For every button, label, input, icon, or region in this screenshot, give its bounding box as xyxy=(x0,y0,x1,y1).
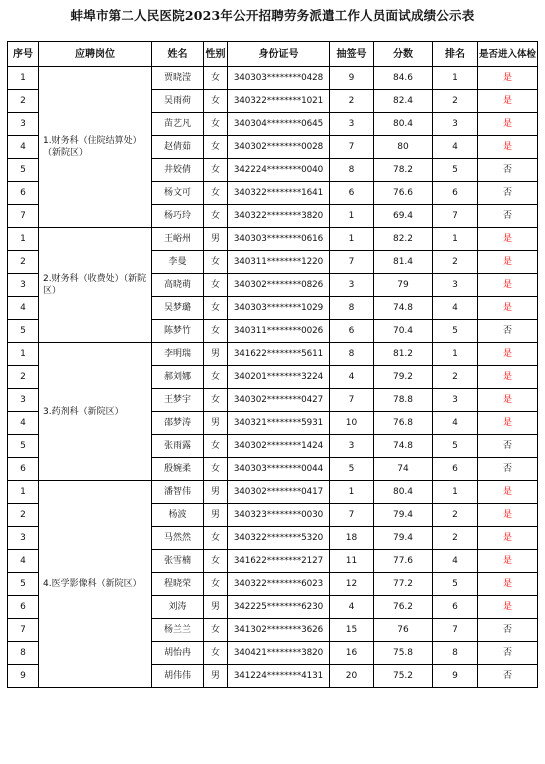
cell-exam: 是 xyxy=(478,297,538,320)
cell-score: 82.4 xyxy=(374,90,433,113)
cell-score: 79 xyxy=(374,274,433,297)
cell-rank: 5 xyxy=(433,435,478,458)
cell-rank: 4 xyxy=(433,412,478,435)
cell-score: 79.4 xyxy=(374,504,433,527)
cell-seq: 1 xyxy=(8,343,39,366)
cell-seq: 7 xyxy=(8,619,39,642)
cell-id: 341224********4131 xyxy=(228,665,330,688)
cell-id: 340302********0826 xyxy=(228,274,330,297)
cell-name: 殷婉柔 xyxy=(152,458,204,481)
cell-rank: 1 xyxy=(433,343,478,366)
cell-score: 77.6 xyxy=(374,550,433,573)
cell-name: 郝刘娜 xyxy=(152,366,204,389)
cell-gender: 女 xyxy=(204,297,228,320)
page-title: 蚌埠市第二人民医院2023年公开招聘劳务派遣工作人员面试成绩公示表 xyxy=(70,8,475,23)
cell-rank: 4 xyxy=(433,550,478,573)
cell-seq: 5 xyxy=(8,435,39,458)
cell-draw: 1 xyxy=(330,205,374,228)
cell-rank: 5 xyxy=(433,573,478,596)
cell-id: 340302********0427 xyxy=(228,389,330,412)
cell-exam: 是 xyxy=(478,412,538,435)
cell-seq: 4 xyxy=(8,412,39,435)
cell-name: 杨波 xyxy=(152,504,204,527)
cell-seq: 1 xyxy=(8,67,39,90)
cell-score: 77.2 xyxy=(374,573,433,596)
cell-seq: 6 xyxy=(8,182,39,205)
cell-draw: 12 xyxy=(330,573,374,596)
cell-seq: 3 xyxy=(8,389,39,412)
cell-id: 340303********0044 xyxy=(228,458,330,481)
header-draw: 抽签号 xyxy=(330,42,374,67)
cell-name: 胡伟伟 xyxy=(152,665,204,688)
cell-seq: 2 xyxy=(8,90,39,113)
table-row xyxy=(8,481,538,504)
cell-gender: 男 xyxy=(204,504,228,527)
cell-seq: 1 xyxy=(8,228,39,251)
cell-name: 潘智伟 xyxy=(152,481,204,504)
cell-draw: 6 xyxy=(330,182,374,205)
cell-score: 80.4 xyxy=(374,481,433,504)
cell-name: 王峪州 xyxy=(152,228,204,251)
cell-name: 高晓萌 xyxy=(152,274,204,297)
cell-seq: 3 xyxy=(8,113,39,136)
cell-id: 340322********6023 xyxy=(228,573,330,596)
cell-id: 342225********6230 xyxy=(228,596,330,619)
cell-draw: 7 xyxy=(330,389,374,412)
header-rank: 排名 xyxy=(433,42,478,67)
cell-exam: 否 xyxy=(478,159,538,182)
cell-rank: 3 xyxy=(433,113,478,136)
cell-post: 3.药剂科（新院区） xyxy=(39,343,152,481)
cell-seq: 2 xyxy=(8,504,39,527)
cell-exam: 是 xyxy=(478,366,538,389)
cell-draw: 16 xyxy=(330,642,374,665)
cell-draw: 6 xyxy=(330,320,374,343)
cell-draw: 3 xyxy=(330,113,374,136)
cell-seq: 3 xyxy=(8,527,39,550)
cell-draw: 9 xyxy=(330,67,374,90)
cell-gender: 女 xyxy=(204,366,228,389)
header-exam: 是否进入体检 xyxy=(478,42,538,67)
cell-name: 王梦宇 xyxy=(152,389,204,412)
cell-name: 张雪楠 xyxy=(152,550,204,573)
cell-id: 340322********1021 xyxy=(228,90,330,113)
cell-gender: 女 xyxy=(204,205,228,228)
cell-score: 76 xyxy=(374,619,433,642)
cell-seq: 5 xyxy=(8,573,39,596)
cell-seq: 2 xyxy=(8,366,39,389)
cell-draw: 18 xyxy=(330,527,374,550)
table-row xyxy=(8,228,538,251)
cell-id: 340302********0417 xyxy=(228,481,330,504)
cell-score: 69.4 xyxy=(374,205,433,228)
cell-name: 胡怡冉 xyxy=(152,642,204,665)
cell-id: 342224********0040 xyxy=(228,159,330,182)
cell-gender: 女 xyxy=(204,159,228,182)
cell-score: 76.2 xyxy=(374,596,433,619)
cell-gender: 女 xyxy=(204,274,228,297)
cell-name: 杨兰兰 xyxy=(152,619,204,642)
cell-exam: 是 xyxy=(478,274,538,297)
cell-exam: 是 xyxy=(478,113,538,136)
cell-exam: 否 xyxy=(478,619,538,642)
cell-draw: 3 xyxy=(330,274,374,297)
cell-gender: 女 xyxy=(204,389,228,412)
cell-exam: 否 xyxy=(478,435,538,458)
cell-exam: 否 xyxy=(478,205,538,228)
cell-draw: 1 xyxy=(330,481,374,504)
cell-gender: 女 xyxy=(204,527,228,550)
table-body xyxy=(8,67,538,688)
cell-id: 340304********0645 xyxy=(228,113,330,136)
cell-name: 李明瑞 xyxy=(152,343,204,366)
cell-gender: 女 xyxy=(204,90,228,113)
cell-name: 苗艺凡 xyxy=(152,113,204,136)
cell-name: 杨巧玲 xyxy=(152,205,204,228)
cell-id: 340322********5320 xyxy=(228,527,330,550)
cell-rank: 9 xyxy=(433,665,478,688)
cell-exam: 是 xyxy=(478,527,538,550)
cell-seq: 3 xyxy=(8,274,39,297)
cell-score: 79.4 xyxy=(374,527,433,550)
cell-rank: 1 xyxy=(433,481,478,504)
cell-seq: 6 xyxy=(8,596,39,619)
header-gender: 性别 xyxy=(204,42,228,67)
cell-score: 80 xyxy=(374,136,433,159)
cell-seq: 5 xyxy=(8,159,39,182)
cell-id: 340322********1641 xyxy=(228,182,330,205)
cell-name: 吴雨荷 xyxy=(152,90,204,113)
cell-post: 1.财务科（住院结算处）（新院区） xyxy=(39,67,152,228)
cell-score: 81.4 xyxy=(374,251,433,274)
cell-seq: 1 xyxy=(8,481,39,504)
cell-name: 张雨露 xyxy=(152,435,204,458)
cell-gender: 女 xyxy=(204,619,228,642)
cell-draw: 8 xyxy=(330,159,374,182)
cell-name: 马然然 xyxy=(152,527,204,550)
cell-exam: 是 xyxy=(478,504,538,527)
results-table xyxy=(7,41,538,688)
cell-seq: 2 xyxy=(8,251,39,274)
cell-name: 刘涛 xyxy=(152,596,204,619)
cell-gender: 女 xyxy=(204,573,228,596)
cell-name: 李曼 xyxy=(152,251,204,274)
cell-exam: 是 xyxy=(478,389,538,412)
cell-score: 75.2 xyxy=(374,665,433,688)
table-row xyxy=(8,343,538,366)
cell-id: 340201********3224 xyxy=(228,366,330,389)
cell-name: 吴梦璐 xyxy=(152,297,204,320)
cell-exam: 否 xyxy=(478,320,538,343)
cell-id: 341622********5611 xyxy=(228,343,330,366)
cell-id: 341622********2127 xyxy=(228,550,330,573)
header-score: 分数 xyxy=(374,42,433,67)
cell-seq: 4 xyxy=(8,136,39,159)
cell-draw: 7 xyxy=(330,136,374,159)
header-name: 姓名 xyxy=(152,42,204,67)
cell-exam: 否 xyxy=(478,642,538,665)
cell-gender: 女 xyxy=(204,320,228,343)
cell-exam: 是 xyxy=(478,343,538,366)
cell-draw: 2 xyxy=(330,90,374,113)
cell-rank: 4 xyxy=(433,297,478,320)
cell-name: 井姣倩 xyxy=(152,159,204,182)
cell-draw: 15 xyxy=(330,619,374,642)
cell-draw: 5 xyxy=(330,458,374,481)
cell-id: 340321********5931 xyxy=(228,412,330,435)
cell-id: 340311********1220 xyxy=(228,251,330,274)
cell-seq: 4 xyxy=(8,297,39,320)
header-post: 应聘岗位 xyxy=(39,42,152,67)
cell-rank: 7 xyxy=(433,205,478,228)
table-row xyxy=(8,67,538,90)
cell-score: 74.8 xyxy=(374,435,433,458)
header-id: 身份证号 xyxy=(228,42,330,67)
cell-id: 340323********0030 xyxy=(228,504,330,527)
cell-draw: 20 xyxy=(330,665,374,688)
cell-draw: 4 xyxy=(330,596,374,619)
cell-rank: 5 xyxy=(433,320,478,343)
cell-draw: 8 xyxy=(330,343,374,366)
cell-rank: 5 xyxy=(433,159,478,182)
cell-id: 340421********3820 xyxy=(228,642,330,665)
cell-rank: 1 xyxy=(433,228,478,251)
cell-gender: 女 xyxy=(204,550,228,573)
cell-name: 程晓荣 xyxy=(152,573,204,596)
cell-gender: 男 xyxy=(204,412,228,435)
cell-gender: 男 xyxy=(204,665,228,688)
cell-score: 80.4 xyxy=(374,113,433,136)
cell-rank: 6 xyxy=(433,182,478,205)
cell-id: 340303********0616 xyxy=(228,228,330,251)
cell-id: 341302********3626 xyxy=(228,619,330,642)
cell-post: 4.医学影像科（新院区） xyxy=(39,481,152,688)
cell-gender: 男 xyxy=(204,228,228,251)
cell-gender: 男 xyxy=(204,481,228,504)
cell-seq: 6 xyxy=(8,458,39,481)
cell-score: 74.8 xyxy=(374,297,433,320)
cell-score: 76.8 xyxy=(374,412,433,435)
cell-id: 340311********0026 xyxy=(228,320,330,343)
cell-exam: 是 xyxy=(478,251,538,274)
cell-name: 邵梦涛 xyxy=(152,412,204,435)
cell-name: 贾晓滢 xyxy=(152,67,204,90)
header-seq: 序号 xyxy=(8,42,39,67)
cell-seq: 8 xyxy=(8,642,39,665)
cell-id: 340302********1424 xyxy=(228,435,330,458)
cell-gender: 女 xyxy=(204,435,228,458)
cell-score: 70.4 xyxy=(374,320,433,343)
cell-gender: 男 xyxy=(204,343,228,366)
cell-draw: 3 xyxy=(330,435,374,458)
cell-seq: 7 xyxy=(8,205,39,228)
cell-rank: 2 xyxy=(433,251,478,274)
cell-exam: 是 xyxy=(478,228,538,251)
cell-seq: 5 xyxy=(8,320,39,343)
cell-gender: 女 xyxy=(204,458,228,481)
cell-draw: 7 xyxy=(330,251,374,274)
cell-seq: 9 xyxy=(8,665,39,688)
cell-rank: 2 xyxy=(433,527,478,550)
cell-exam: 是 xyxy=(478,67,538,90)
cell-score: 78.8 xyxy=(374,389,433,412)
cell-score: 75.8 xyxy=(374,642,433,665)
cell-exam: 是 xyxy=(478,481,538,504)
cell-gender: 女 xyxy=(204,251,228,274)
cell-name: 陈梦竹 xyxy=(152,320,204,343)
cell-id: 340302********0028 xyxy=(228,136,330,159)
cell-gender: 女 xyxy=(204,136,228,159)
cell-exam: 是 xyxy=(478,573,538,596)
cell-gender: 女 xyxy=(204,113,228,136)
cell-rank: 2 xyxy=(433,504,478,527)
cell-draw: 10 xyxy=(330,412,374,435)
cell-exam: 是 xyxy=(478,550,538,573)
cell-score: 79.2 xyxy=(374,366,433,389)
cell-rank: 7 xyxy=(433,619,478,642)
cell-draw: 8 xyxy=(330,297,374,320)
cell-draw: 11 xyxy=(330,550,374,573)
cell-rank: 2 xyxy=(433,90,478,113)
cell-draw: 7 xyxy=(330,504,374,527)
cell-id: 340322********3820 xyxy=(228,205,330,228)
cell-gender: 女 xyxy=(204,67,228,90)
cell-rank: 8 xyxy=(433,642,478,665)
cell-draw: 4 xyxy=(330,366,374,389)
cell-exam: 否 xyxy=(478,665,538,688)
cell-score: 74 xyxy=(374,458,433,481)
cell-rank: 1 xyxy=(433,67,478,90)
cell-seq: 4 xyxy=(8,550,39,573)
cell-rank: 3 xyxy=(433,274,478,297)
cell-name: 赵倩茹 xyxy=(152,136,204,159)
cell-exam: 否 xyxy=(478,458,538,481)
cell-rank: 2 xyxy=(433,366,478,389)
cell-id: 340303********1029 xyxy=(228,297,330,320)
cell-name: 杨文可 xyxy=(152,182,204,205)
cell-gender: 男 xyxy=(204,596,228,619)
cell-id: 340303********0428 xyxy=(228,67,330,90)
cell-gender: 女 xyxy=(204,182,228,205)
cell-rank: 3 xyxy=(433,389,478,412)
cell-rank: 6 xyxy=(433,596,478,619)
cell-gender: 女 xyxy=(204,642,228,665)
header-row xyxy=(8,42,538,67)
cell-draw: 1 xyxy=(330,228,374,251)
cell-exam: 是 xyxy=(478,136,538,159)
cell-score: 76.6 xyxy=(374,182,433,205)
cell-score: 81.2 xyxy=(374,343,433,366)
cell-score: 78.2 xyxy=(374,159,433,182)
cell-rank: 4 xyxy=(433,136,478,159)
cell-score: 82.2 xyxy=(374,228,433,251)
cell-score: 84.6 xyxy=(374,67,433,90)
cell-rank: 6 xyxy=(433,458,478,481)
cell-exam: 否 xyxy=(478,182,538,205)
cell-exam: 是 xyxy=(478,596,538,619)
cell-exam: 是 xyxy=(478,90,538,113)
cell-post: 2.财务科（收费处）（新院区） xyxy=(39,228,152,343)
